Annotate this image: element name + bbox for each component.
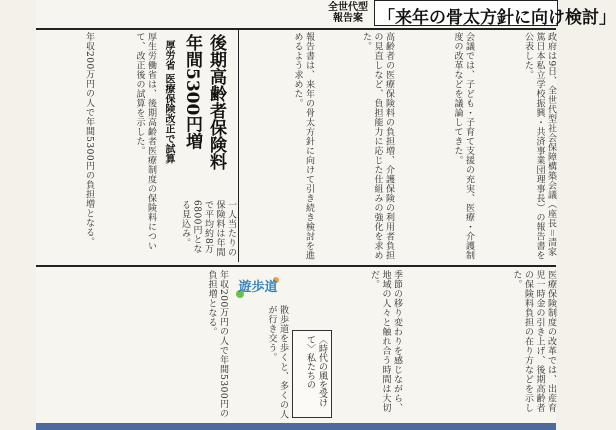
column3-col1: 散歩道を歩くと、多くの人が行き交う。 (266, 305, 288, 419)
article-divider (238, 30, 239, 262)
article1-col2: 会議では、子ども・子育て支援の充実、医療・介護制度の改革などを議論してきた。 (452, 32, 474, 260)
article2-headline-sub: 年間5300円増 (182, 34, 202, 150)
header-rule (36, 28, 556, 30)
column-logo (234, 272, 282, 302)
article2-col3: 一人当たりの保険料は年間で平均約8万6800円となる見込み。 (180, 200, 236, 257)
bottom-color-bar (36, 423, 556, 430)
newspaper-page (36, 0, 616, 430)
callout-box: 〈時代の風を受けて〉私たちの (292, 330, 332, 418)
main-headline-box (374, 0, 616, 28)
main-headline: 「来年の骨太方針に向け検討」 (378, 8, 616, 28)
header-kicker (326, 2, 370, 24)
article2-col-lower: 年収200万円の人で年間5300円の負担増となる。 (206, 270, 228, 419)
walkway-logo-icon (234, 272, 282, 302)
mid-rule (36, 265, 556, 267)
logo-text: 遊歩道 (238, 280, 278, 295)
article2-col2: 年収200万円の人で年間5300円の負担増となる。 (84, 32, 94, 247)
article1-col5: 医療保険制度の改革では、出産育児一時金の引き上げ、後期高齢者の保険料負担の在り方などを示した。 (511, 270, 556, 413)
column3-col2: 季節の移り変わりを感じながら、地域の人々と触れ合う時間は大切だ。 (369, 270, 402, 413)
article2-headline-main: 後期高齢者保険料 (206, 34, 226, 170)
kicker-line-1: 全世代型 (328, 2, 368, 13)
article1-col3: 高齢者の医療保険料の負担増、介護保険の利用者負担の見直しなど、負担能力に応じた仕組みの強化を求めた。 (361, 32, 394, 260)
article2-col1: 厚生労働省は、後期高齢者医療制度の保険料について、改正後の試算を示した。 (134, 32, 156, 251)
article1-col1: 政府は9日、全世代型社会保障構築会議（座長＝清家篤日本私立学校振興・共済事業団理事長）の報告書を公表した。 (523, 32, 556, 260)
kicker-line-2: 報告案 (333, 13, 363, 24)
article1-col4: 報告書は、来年の骨太方針に向けて引き続き検討を進めるよう求めた。 (292, 32, 314, 260)
article2-kicker: 厚労省 医療保険改正で試算 (163, 40, 174, 164)
